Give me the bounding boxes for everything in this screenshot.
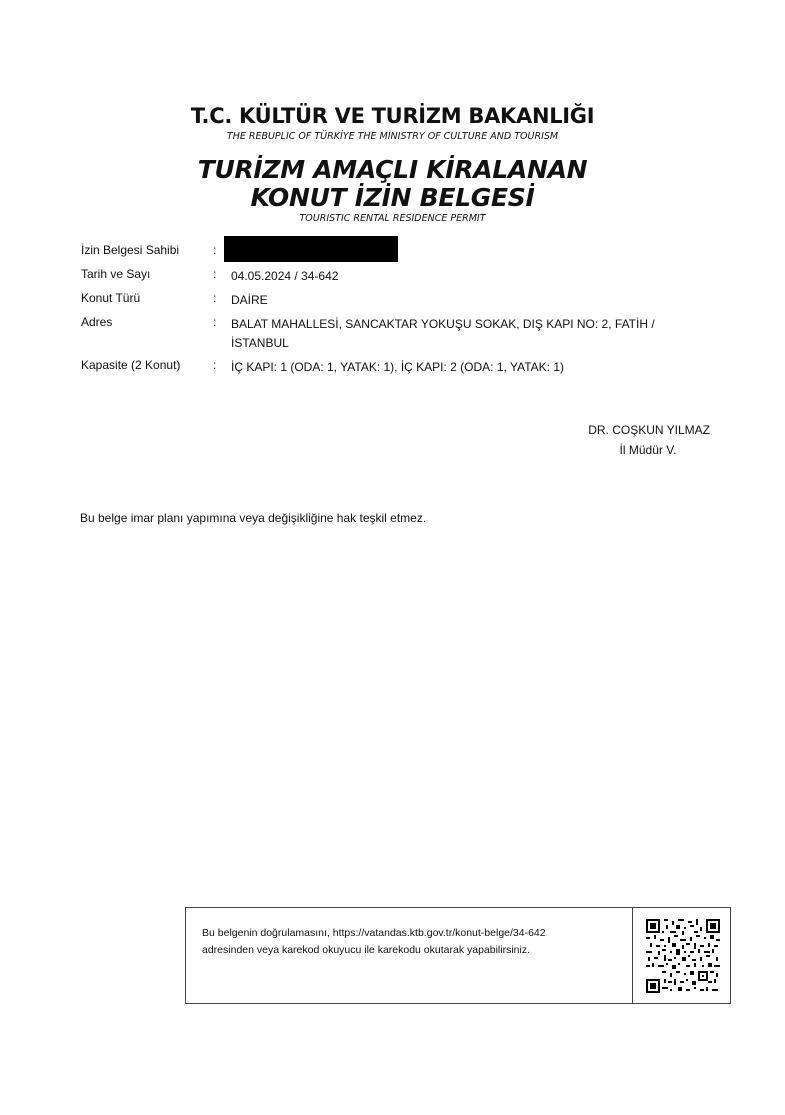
field-label: Konut Türü [81, 291, 141, 305]
document-title-line1: TURİZM AMAÇLI KİRALANAN [197, 155, 588, 184]
field-value: DAİRE [231, 293, 268, 307]
signatory-name: DR. COŞKUN YILMAZ [588, 423, 710, 437]
field-value: 04.05.2024 / 34-642 [231, 269, 339, 283]
field-label: İzin Belgesi Sahibi [81, 243, 180, 257]
field-colon: : [213, 243, 217, 257]
field-value [231, 315, 701, 353]
verification-line2: adresinden veya karekod okuyucu ile karekodu okutarak yapabilirsiniz. [202, 944, 531, 956]
document-title-english: TOURISTIC RENTAL RESIDENCE PERMIT [299, 213, 486, 224]
qr-code-icon[interactable] [646, 919, 720, 993]
field-colon: : [213, 315, 217, 329]
field-label: Kapasite (2 Konut) [81, 358, 181, 372]
address-line1: BALAT MAHALLESİ, SANCAKTAR YOKUŞU SOKAK, DIŞ KAPI NO: 2, FATİH / [231, 317, 655, 331]
ministry-title: T.C. KÜLTÜR VE TURİZM BAKANLIĞI [190, 104, 595, 128]
ministry-title-english: THE REBUPLIC OF TÜRKİYE THE MINISTRY OF CULTURE AND TOURISM [226, 131, 559, 142]
field-colon: : [213, 291, 217, 305]
verification-line1: Bu belgenin doğrulamasını, https://vatandas.ktb.gov.tr/konut-belge/34-642 [202, 927, 546, 939]
document-title-line2: KONUT İZİN BELGESİ [250, 183, 535, 212]
verification-text [202, 925, 546, 959]
field-label: Adres [81, 315, 113, 329]
redacted-permit-holder [224, 236, 398, 262]
field-colon: : [213, 358, 217, 372]
field-label: Tarih ve Sayı [81, 267, 151, 281]
qr-divider [632, 908, 633, 1003]
verification-box [185, 907, 731, 1004]
field-colon: : [213, 267, 217, 281]
address-line2: İSTANBUL [231, 336, 289, 350]
signatory-title: İl Müdür V. [619, 443, 677, 457]
field-value: İÇ KAPI: 1 (ODA: 1, YATAK: 1), İÇ KAPI: 2 (ODA: 1, YATAK: 1) [231, 360, 564, 374]
legal-note: Bu belge imar planı yapımına veya değişikliğine hak teşkil etmez. [80, 511, 427, 525]
